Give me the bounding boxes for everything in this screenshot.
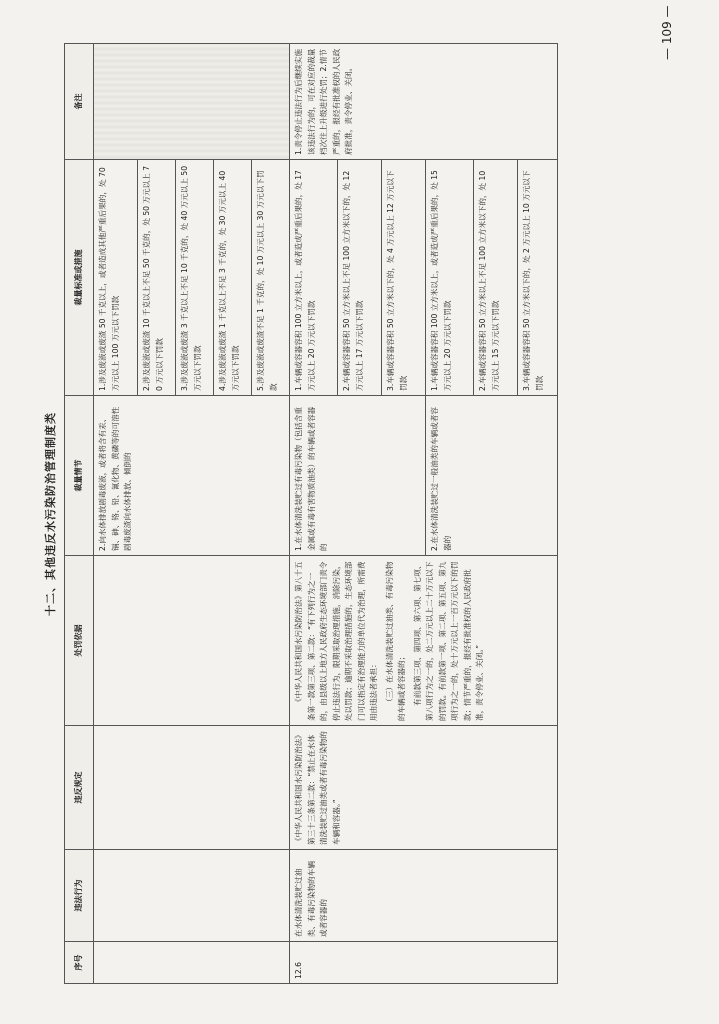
prev-seq-cell [94, 942, 290, 984]
page-number: — 109 — [660, 5, 674, 60]
row-regulation-cell: 《中华人民共和国水污染防治法》第三十三条第二款：“禁止在水体清洗装贮过油类或者有毒污染物的车辆和容器。” [290, 726, 558, 850]
prev-regulation-cell [94, 726, 290, 850]
table-row [290, 44, 338, 984]
row-standard-2-3: 3.车辆或容器容积 50 立方米以下的，处 2 万元以上 10 万元以下罚款 [518, 160, 558, 396]
row-remark-cell: 1.责令停止违法行为后继续实施该违法行为的，可在对应的裁量档次往上升级进行处罚；2.情节严重的，报经有批准权的人民政府批准，责令停业、关闭。 [290, 44, 558, 160]
prev-standard-2: 2.涉及废液或废渣 10 千克以上不足 50 千克的，处 50 万元以上 70 万元以下罚款 [138, 160, 176, 396]
row-behavior-cell: 在水体清洗装贮过油类、有毒污染物的车辆或者容器的 [290, 850, 558, 942]
header-seq: 序号 [65, 942, 94, 984]
header-behavior: 违法行为 [65, 850, 94, 942]
row-seq-cell: 12.6 [290, 942, 558, 984]
row-standard-1-2: 2.车辆或容器容积 50 立方米以上不足 100 立方米以下的，处 12 万元以上 17 万元以下罚款 [338, 160, 382, 396]
rotated-table-area [38, 44, 674, 984]
table-row [94, 44, 138, 984]
row-circumstance-2: 2.在水体清洗装贮过一般油类的车辆或者容器的 [426, 396, 558, 556]
prev-circumstance-cell: 2.向水体排放剧毒废液，或者将含有汞、镉、砷、铬、铅、氰化物、黄磷等的可溶性剧毒废渣向水体排放、倾倒的 [94, 396, 290, 556]
row-standard-2-2: 2.车辆或容器容积 50 立方米以上不足 100 立方米以下的，处 10 万元以上 15 万元以下罚款 [474, 160, 518, 396]
basis-paragraph-2: （三）在水体清洗装贮过油类、有毒污染物的车辆或者容器的； [384, 561, 406, 721]
section-title: 十二、其他违反水污染防治管理制度类 [44, 412, 57, 616]
header-circumstance: 裁量情节 [65, 396, 94, 556]
row-basis-cell [290, 556, 558, 726]
prev-basis-cell [94, 556, 290, 726]
row-standard-1-1: 1.车辆或容器容积 100 立方米以上，或者造成严重后果的，处 17 万元以上 20 万元以下罚款 [290, 160, 338, 396]
header-basis: 处罚依据 [65, 556, 94, 726]
penalty-table [64, 43, 558, 984]
header-regulation: 违反规定 [65, 726, 94, 850]
prev-remark-cell [94, 44, 290, 160]
row-standard-2-1: 1.车辆或容器容积 100 立方米以上，或者造成严重后果的，处 15 万元以上 20 万元以下罚款 [426, 160, 474, 396]
basis-paragraph-1: 《中华人民共和国水污染防治法》第八十五条第一款第三项、第二款：“有下列行为之一的，由县级以上地方人民政府生态环境部门责令停止违法行为，限期采取治理措施，消除污染，处以罚款；逾期不采取治理措施的，生态环境部门可以指定有治理能力的单位代为治理，所需费用由违法者承担： [294, 561, 378, 721]
header-standard: 裁量标准或措施 [65, 160, 94, 396]
table-header-row [65, 44, 94, 984]
prev-standard-5: 5.涉及废液或废渣不足 1 千克的，处 10 万元以上 30 万元以下罚款 [252, 160, 290, 396]
header-remark: 备注 [65, 44, 94, 160]
prev-behavior-cell [94, 850, 290, 942]
prev-standard-4: 4.涉及废液或废渣 1 千克以上不足 3 千克的，处 30 万元以上 40 万元以下罚款 [214, 160, 252, 396]
row-circumstance-1: 1.在水体清洗装贮过有毒污染物（包括含重金属或有毒有害物质油类）的车辆或者容器的 [290, 396, 426, 556]
prev-standard-3: 3.涉及废液或废渣 3 千克以上不足 10 千克的，处 40 万元以上 50 万元以下罚款 [176, 160, 214, 396]
basis-paragraph-3: 有前款第三项、第四项、第六项、第七项、第八项行为之一的，处二万元以上二十万元以下的罚款。有前款第一项、第二项、第五项、第九项行为之一的，处十万元以上一百万元以下的罚款；情节严重的，报经有批准权的人民政府批准，责令停业、关闭。” [412, 561, 484, 721]
prev-standard-1: 1.涉及废液或废渣 50 千克以上，或者造成其他严重后果的，处 70 万元以上 100 万元以下罚款 [94, 160, 138, 396]
row-standard-1-3: 3.车辆或容器容积 50 立方米以下的，处 4 万元以上 12 万元以下罚款 [382, 160, 426, 396]
